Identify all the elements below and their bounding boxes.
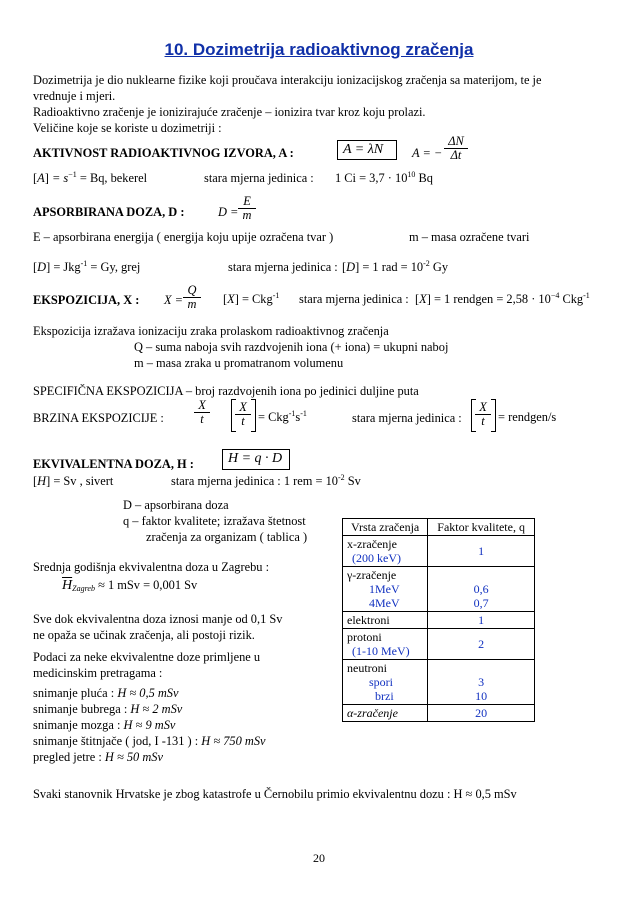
pretraga-item (33, 734, 266, 749)
pretraga-item (33, 686, 179, 701)
radiation-type: neutroni (347, 661, 387, 675)
pretraga-label: pregled jetre : (33, 750, 102, 764)
table-cell-type (343, 612, 428, 629)
factor-value: 3 (478, 675, 485, 689)
radiation-subtype: brzi (375, 689, 394, 703)
table-cell-type (343, 660, 428, 705)
unit-symbol: A (37, 171, 45, 185)
intro-line-4: Veličine koje se koriste u dozimetriji : (33, 121, 222, 135)
old-value-unit: Gy (432, 260, 449, 274)
aktivnost-formula: A = λN (343, 142, 384, 157)
old-value-exponent: -2 (423, 259, 430, 268)
old-exponent: -2 (337, 473, 345, 482)
page-number: 20 (313, 851, 325, 865)
unit-text: = Ckg (258, 410, 289, 424)
ekvivalentna-formula-box (222, 449, 290, 470)
unit-exponent-1: -1 (288, 409, 296, 418)
ekvivalentna-desc-q1: q – faktor kvalitete; izražava štetnost (123, 514, 306, 528)
specificna-ekspozicija: SPECIFIČNA EKSPOZICIJA – broj razdvojenih iona po jedinici duljine puta (33, 384, 419, 398)
zagreb-dose: ≈ 1 mSv = 0,001 Sv (98, 578, 198, 592)
table-cell-type (343, 705, 428, 722)
table-row (343, 660, 535, 705)
old-value-exponent: 10 (407, 170, 416, 179)
unit-text: = s (51, 171, 69, 185)
brzina-old-label: stara mjerna jedinica : (352, 411, 462, 425)
radiation-type: protoni (347, 630, 382, 644)
radiation-type: elektroni (347, 613, 390, 627)
unit-text: = Sv , sivert (53, 474, 114, 488)
ekspozicija-old-value: [X] = 1 rendgen = $2,58 \cdot 10^{-4}$ Ckg$^{-1}$ (415, 291, 590, 306)
zagreb-label: Srednja godišnja ekvivalentna doza u Zagrebu : (33, 560, 270, 574)
unit-symbol: X (227, 292, 235, 306)
brzina-unit (258, 410, 307, 425)
pretrage-line-1: Podaci za neke ekvivalentne doze primljene u (33, 650, 261, 664)
table-cell-type (343, 567, 428, 612)
table-cell-factor (428, 660, 535, 705)
fraction-numerator: Q (183, 284, 201, 298)
ekvivalentna-desc-q2: zračenja za organizam ( tablica ) (146, 530, 308, 544)
fraction-denominator: t (200, 412, 204, 426)
aktivnost-heading: AKTIVNOST RADIOAKTIVNOG IZVORA, A : (33, 146, 294, 160)
rizik-line-1: Sve dok ekvivalentna doza iznosi manje od 0,1 Sv (33, 612, 283, 626)
quality-factor-table (342, 518, 535, 722)
apsorbirana-formula-lhs: D = (218, 205, 239, 219)
unit-tail: = Bq, bekerel (79, 171, 148, 185)
ekvivalentna-unit: [H] = Sv , sivert (33, 474, 114, 488)
old-unit-exponent: -1 (583, 291, 590, 300)
ekvivalentna-heading: EKVIVALENTNA DOZA, H : (33, 457, 194, 471)
fraction-numerator: E (238, 195, 256, 209)
apsorbirana-old-value: [D] = 1 rad = $10^{-2}$ Gy (342, 259, 449, 274)
table-cell-factor: 1 (428, 536, 535, 567)
pretraga-value: H ≈ 750 mSv (201, 734, 266, 748)
table-row (343, 567, 535, 612)
apsorbirana-old-label: stara mjerna jedinica : (228, 260, 338, 274)
radiation-subtype: (1-10 MeV) (352, 644, 410, 658)
unit-exponent-2: -1 (300, 409, 307, 418)
old-value-text: = 1 rendgen = 2,58 · 10 (433, 292, 551, 306)
factor-value: 0,6 (473, 582, 489, 596)
zagreb-value (62, 578, 197, 593)
table-row (343, 612, 535, 629)
pretraga-value: H ≈ 9 mSv (123, 718, 176, 732)
unit-exponent: −1 (68, 170, 77, 179)
old-value-exponent: −4 (550, 291, 560, 300)
pretraga-value: H ≈ 50 mSv (104, 750, 163, 764)
brzina-unit-fraction (235, 401, 251, 428)
apsorbirana-desc-e: E – apsorbirana energija ( energija koju upije ozračena tvar ) (33, 230, 334, 244)
intro-line-3: Radioaktivno zračenje je ionizirajuće zračenje – ionizira tvar kroz koju prolazi. (33, 105, 426, 119)
apsorbirana-unit: [D] = Jkg$^{-1}$ = Gy, grej (33, 259, 141, 274)
intro-line-2: vrednuje i mjeri. (33, 89, 116, 103)
pretraga-value: H ≈ 0,5 mSv (117, 686, 179, 700)
old-symbol: X (419, 292, 427, 306)
ekspozicija-desc: Ekspozicija izražava ionizaciju zraka prolaskom radioaktivnog zračenja (33, 324, 389, 338)
factor-value: 0,7 (473, 596, 489, 610)
old-value-unit: Bq (418, 171, 433, 185)
brzina-heading: BRZINA EKSPOZICIJE : (33, 411, 164, 425)
pretrage-line-2: medicinskim pretragama : (33, 666, 163, 680)
ekspozicija-heading: EKSPOZICIJA, X : (33, 293, 140, 307)
old-symbol: D (346, 260, 356, 274)
unit-symbol: D (37, 260, 47, 274)
aktivnost-fraction (444, 135, 468, 162)
zagreb-symbol: $\overline{H}$ (62, 578, 73, 593)
fraction-denominator: Δt (450, 148, 462, 162)
aktivnost-old-value (335, 171, 433, 186)
table-cell-type (343, 629, 428, 660)
old-unit: Sv (347, 474, 361, 488)
ekspozicija-formula-lhs: X = (164, 293, 184, 307)
unit-tail: = Gy, grej (90, 260, 141, 274)
old-value-unit: Ckg (562, 292, 584, 306)
table-cell-factor: 1 (428, 612, 535, 629)
table-row (343, 705, 535, 722)
brzina-fraction (194, 399, 210, 426)
aktivnost-unit: $[A] = s^{-1} = Bq$, bekerel (33, 170, 148, 185)
page-title: 10. Dozimetrija radioaktivnog zračenja (164, 40, 474, 59)
unit-exponent: -1 (272, 291, 280, 300)
radiation-subtype: 1MeV (369, 582, 400, 596)
ekvivalentna-desc-d: D – apsorbirana doza (123, 498, 229, 512)
ekvivalentna-formula: H = q · D (228, 451, 283, 466)
factor-value: 10 (475, 689, 488, 703)
right-bracket (251, 399, 256, 432)
radiation-subtype: 4MeV (369, 596, 400, 610)
table-cell-factor: 20 (428, 705, 535, 722)
table-header-factor: Faktor kvalitete, q (428, 519, 535, 536)
apsorbirana-heading: APSORBIRANA DOZA, D : (33, 205, 185, 219)
fraction-denominator: m (242, 208, 252, 222)
table-row (343, 536, 535, 567)
unit-text: = Ckg (241, 292, 273, 306)
table-row (343, 629, 535, 660)
zagreb-subscript: Zagreb (72, 584, 95, 593)
radiation-type: α-zračenje (347, 706, 398, 720)
ekspozicija-desc-m: m – masa zraka u promatranom volumenu (134, 356, 344, 370)
cernobil-text: Svaki stanovnik Hrvatske je zbog katastrofe u Černobilu primio ekvivalentnu dozu : H ≈ 0,5 mSv (33, 787, 517, 801)
fraction-denominator: t (241, 414, 245, 428)
fraction-numerator: X (235, 401, 251, 415)
fraction-numerator: ΔN (444, 135, 468, 149)
table-cell-factor: 2 (428, 629, 535, 660)
ekspozicija-old-label: stara mjerna jedinica : (299, 292, 409, 306)
pretraga-label: snimanje pluća : (33, 686, 115, 700)
pretraga-label: snimanje štitnjače ( jod, I -131 ) : (33, 734, 199, 748)
right-bracket (491, 399, 496, 432)
radiation-type: γ-zračenje (347, 568, 397, 582)
pretraga-label: snimanje mozga : (33, 718, 121, 732)
table-cell-type (343, 536, 428, 567)
intro-line-1: Dozimetrija je dio nuklearne fizike koji proučava interakciju ionizacijskog zračenja sa materijom, te je (33, 73, 542, 87)
unit-symbol: H (37, 474, 47, 488)
ekvivalentna-old (171, 474, 361, 489)
unit-exponent: -1 (80, 259, 88, 268)
fraction-numerator: X (475, 401, 491, 415)
fraction-numerator: X (194, 399, 210, 413)
table-header-row (343, 519, 535, 536)
brzina-old-fraction (475, 401, 491, 428)
pretraga-item (33, 718, 175, 733)
ekspozicija-unit: [X] = Ckg$^{-1}$ (223, 291, 280, 306)
unit-text: = Jkg (53, 260, 81, 274)
aktivnost-formula-lhs: A = − (412, 146, 443, 160)
old-value-text: = 1 rad = 10 (362, 260, 424, 274)
old-label: stara mjerna jedinica : 1 rem = 10 (171, 474, 338, 488)
aktivnost-old-label: stara mjerna jedinica : (204, 171, 314, 185)
radiation-subtype: (200 keV) (352, 551, 401, 565)
pretraga-item (33, 702, 182, 717)
ekspozicija-desc-q: Q – suma naboja svih razdvojenih iona (+ iona) = ukupni naboj (134, 340, 449, 354)
radiation-type: x-zračenje (347, 537, 397, 551)
unit-s: s (295, 410, 301, 424)
fraction-denominator: t (481, 414, 485, 428)
table-cell-factor (428, 567, 535, 612)
aktivnost-formula-box (337, 140, 397, 160)
rizik-line-2: ne opaža se učinak zračenja, ali postoji rizik. (33, 628, 255, 642)
pretraga-item (33, 750, 163, 765)
ekspozicija-fraction (183, 284, 201, 311)
fraction-denominator: m (187, 297, 197, 311)
table-header-type: Vrsta zračenja (343, 519, 428, 536)
brzina-old-unit: = rendgen/s (498, 410, 557, 424)
radiation-subtype: spori (369, 675, 393, 689)
apsorbirana-desc-m: m – masa ozračene tvari (409, 230, 530, 244)
apsorbirana-fraction (238, 195, 256, 222)
pretraga-value: H ≈ 2 mSv (130, 702, 183, 716)
pretraga-label: snimanje bubrega : (33, 702, 128, 716)
old-value-text: 1 Ci = 3,7 · 10 (335, 171, 408, 185)
